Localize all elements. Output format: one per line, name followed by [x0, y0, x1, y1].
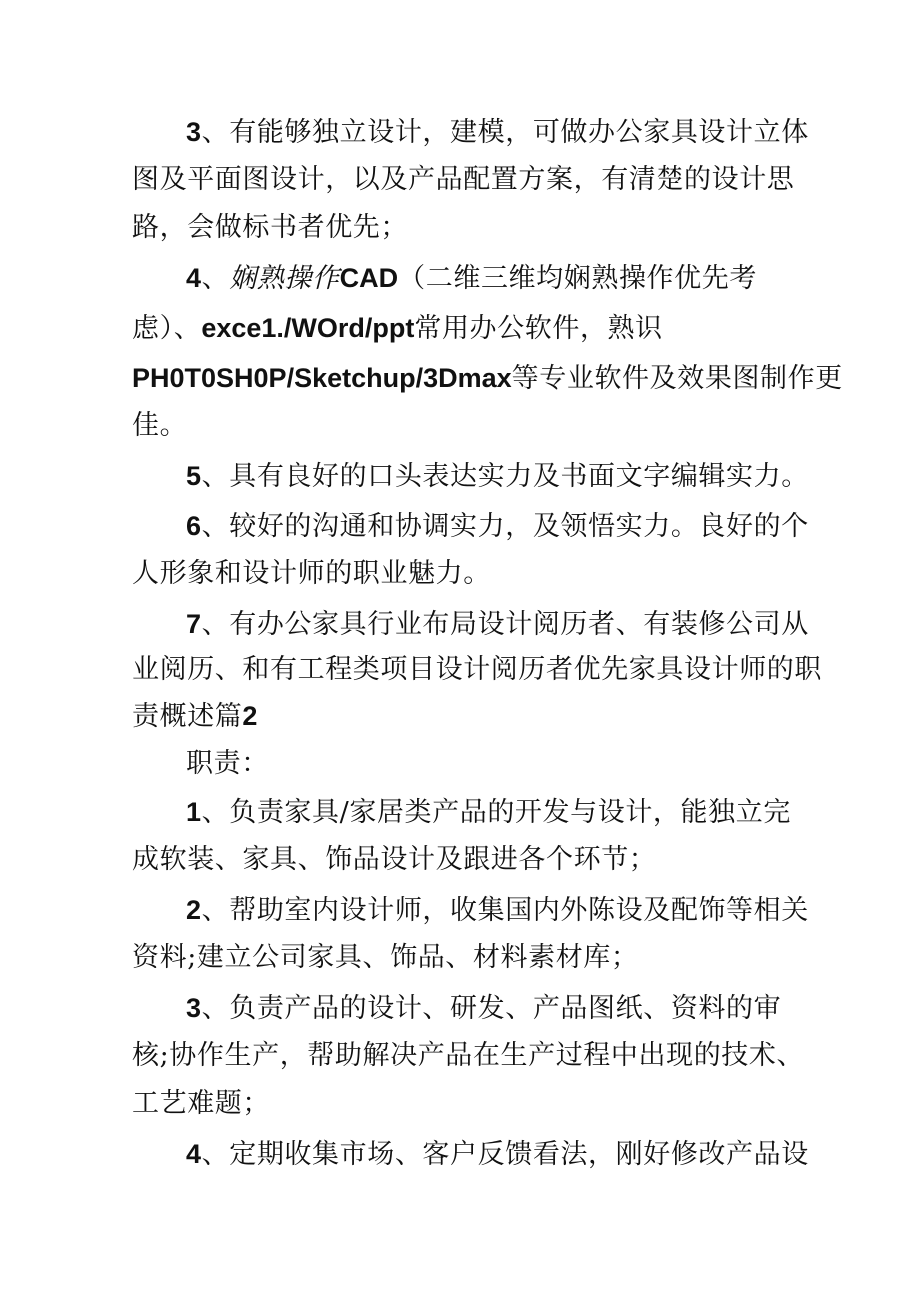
- text: （二维三维均娴熟操作优先考: [398, 263, 757, 294]
- paragraph-3-line-1: [186, 114, 809, 151]
- text: 、负责家具/家居类产品的开发与设计，能独立完: [201, 797, 791, 828]
- duty-2-line-1: [186, 892, 809, 929]
- list-number: 3: [186, 117, 202, 147]
- list-number: 1: [186, 797, 202, 827]
- duty-3-line-3: 工艺难题；: [132, 1088, 270, 1119]
- list-number: 5: [186, 461, 202, 491]
- paragraph-5-line-1: [186, 458, 809, 495]
- paragraph-4-line-2: [132, 310, 663, 347]
- italic-text: 娴熟操作: [229, 263, 340, 294]
- duties-heading: 职责：: [186, 748, 269, 779]
- duty-4-line-1: [186, 1136, 809, 1173]
- paragraph-7-line-1: [186, 606, 809, 643]
- paragraph-6-line-1: [186, 508, 809, 545]
- software-name: CAD: [339, 263, 399, 293]
- text: 、帮助室内设计师，收集国内外陈设及配饰等相关: [201, 895, 809, 926]
- list-number: 4: [186, 263, 202, 293]
- paragraph-4-line-4: 佳。: [132, 410, 188, 441]
- duty-2-line-2: 资料;建立公司家具、饰品、材料素材库；: [132, 942, 639, 973]
- text: 责概述篇: [132, 701, 243, 732]
- text: 、具有良好的口头表达实力及书面文字编辑实力。: [201, 461, 809, 492]
- paragraph-7-line-2: 业阅历、和有工程类项目设计阅历者优先家具设计师的职: [132, 654, 822, 685]
- software-names: PH0T0SH0P/Sketchup/3Dmax: [132, 363, 512, 393]
- text: 、较好的沟通和协调实力，及领悟实力。良好的个: [201, 511, 809, 542]
- text: 常用办公软件，熟识: [414, 313, 663, 344]
- list-number: 6: [186, 511, 202, 541]
- list-number: 3: [186, 993, 202, 1023]
- text: 等专业软件及效果图制作更: [511, 363, 843, 394]
- text: 、有办公家具行业布局设计阅历者、有装修公司从: [201, 609, 809, 640]
- paragraph-7-line-3: [132, 698, 258, 735]
- paragraph-6-line-2: 人形象和设计师的职业魅力。: [132, 558, 491, 589]
- duty-3-line-1: [186, 990, 781, 1027]
- list-number: 7: [186, 609, 202, 639]
- duty-1-line-2: 成软装、家具、饰品设计及跟进各个环节；: [132, 844, 657, 875]
- list-number: 4: [186, 1139, 202, 1169]
- section-number: 2: [242, 701, 259, 731]
- text: 、负责产品的设计、研发、产品图纸、资料的审: [201, 993, 782, 1024]
- text: 、有能够独立设计，建模，可做办公家具设计立体: [201, 117, 809, 148]
- text: 、定期收集市场、客户反馈看法，刚好修改产品设: [201, 1139, 809, 1170]
- paragraph-3-line-2: 图及平面图设计，以及产品配置方案，有清楚的设计思: [132, 164, 795, 195]
- duty-3-line-2: 核;协作生产，帮助解决产品在生产过程中出现的技术、: [132, 1040, 805, 1071]
- paragraph-4-line-1: [186, 260, 757, 297]
- duty-1-line-1: [186, 794, 791, 831]
- text: 虑）、: [132, 313, 202, 344]
- software-names: exce1./WOrd/ppt: [201, 313, 415, 343]
- paragraph-3-line-3: 路，会做标书者优先；: [132, 212, 408, 243]
- paragraph-4-line-3: [132, 360, 843, 397]
- text: 、: [201, 263, 230, 294]
- list-number: 2: [186, 895, 202, 925]
